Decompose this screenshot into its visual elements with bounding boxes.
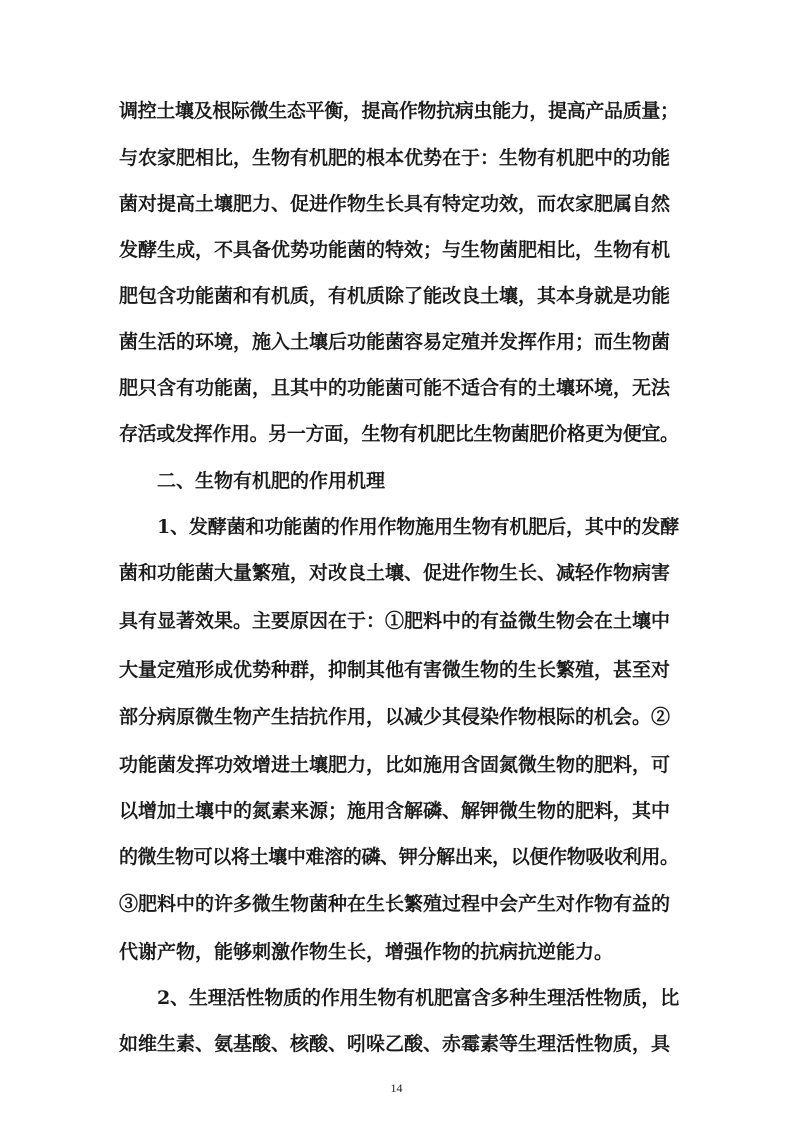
text-line: 肥只含有功能菌，且其中的功能菌可能不适合有的土壤环境，无法: [119, 377, 671, 399]
page-number: 14: [390, 1081, 403, 1095]
text-line: 2、生理活性物质的作用生物有机肥富含多种生理活性物质，比: [157, 987, 680, 1009]
text-line: 菌对提高土壤肥力、促进作物生长具有特定功效，而农家肥属自然: [119, 193, 671, 215]
text-line: 具有显著效果。主要原因在于：①肥料中的有益微生物会在土壤中: [119, 610, 671, 632]
text-line: 肥包含功能菌和有机质，有机质除了能改良土壤，其本身就是功能: [119, 285, 671, 307]
text-line: 功能菌发挥功效增进土壤肥力，比如施用含固氮微生物的肥料，可: [119, 754, 671, 776]
text-line: 菌生活的环境，施入土壤后功能菌容易定殖并发挥作用；而生物菌: [119, 331, 671, 353]
text-line: 大量定殖形成优势种群，抑制其他有害微生物的生长繁殖，甚至对: [119, 659, 671, 681]
text-line: 部分病原微生物产生拮抗作用，以减少其侵染作物根际的机会。②: [119, 706, 671, 728]
text-line: 的微生物可以将土壤中难溶的磷、钾分解出来，以便作物吸收利用。: [119, 846, 679, 868]
text-line: 1、发酵菌和功能菌的作用作物施用生物有机肥后，其中的发酵: [157, 516, 680, 538]
section-heading: 二、生物有机肥的作用机理: [157, 470, 386, 492]
text-line: 发酵生成，不具备优势功能菌的特效；与生物菌肥相比，生物有机: [119, 239, 671, 261]
text-line: 存活或发挥作用。另一方面，生物有机肥比生物菌肥价格更为便宜。: [119, 423, 679, 445]
text-line: 以增加土壤中的氮素来源；施用含解磷、解钾微生物的肥料，其中: [119, 800, 671, 822]
text-line: 如维生素、氨基酸、核酸、吲哚乙酸、赤霉素等生理活性物质，具: [119, 1033, 671, 1055]
text-line: 与农家肥相比，生物有机肥的根本优势在于：生物有机肥中的功能: [119, 147, 671, 169]
text-line: 调控土壤及根际微生态平衡，提高作物抗病虫能力，提高产品质量；: [119, 100, 679, 122]
text-line: 代谢产物，能够刺激作物生长，增强作物的抗病抗逆能力。: [119, 941, 614, 963]
text-line: ③肥料中的许多微生物菌种在生长繁殖过程中会产生对作物有益的: [119, 893, 671, 915]
text-line: 菌和功能菌大量繁殖，对改良土壤、促进作物生长、减轻作物病害: [119, 562, 671, 584]
